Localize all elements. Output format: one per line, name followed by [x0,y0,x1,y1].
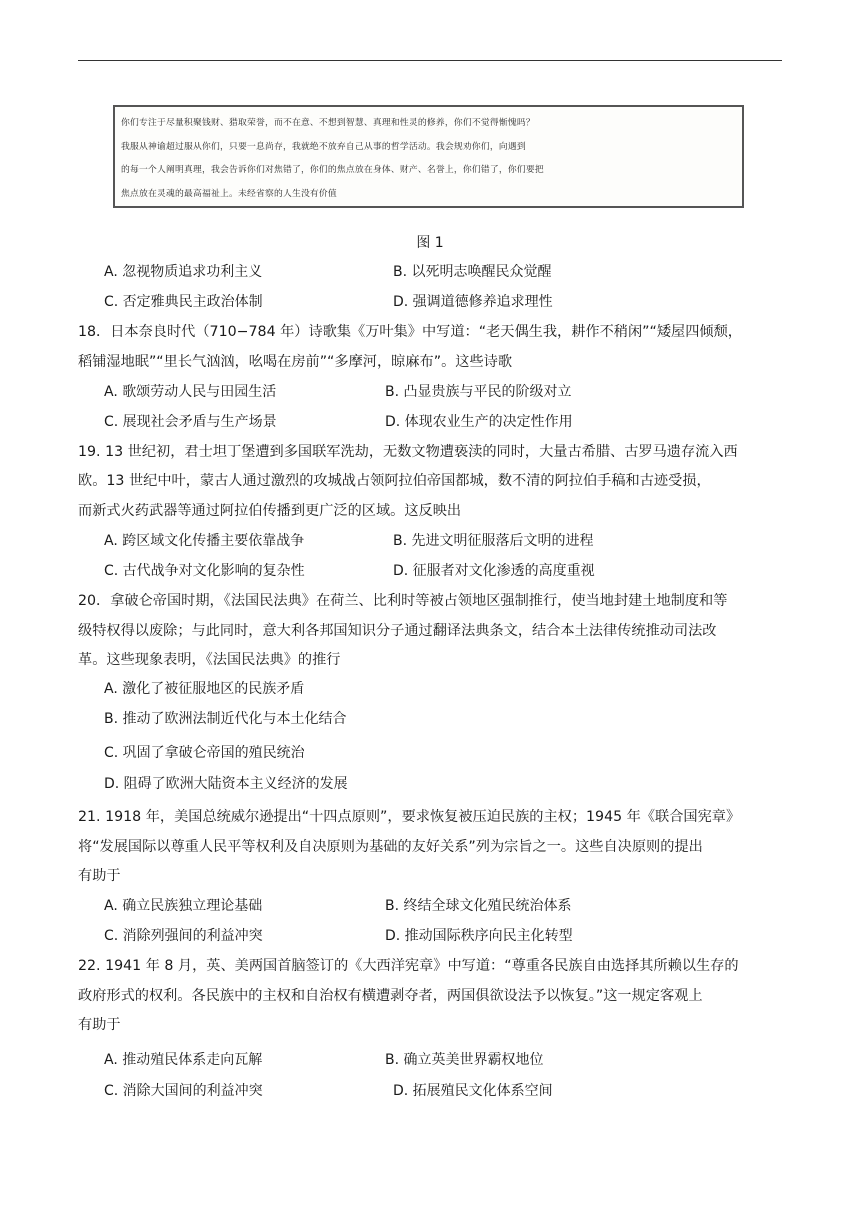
q19-stem-line: 欧。13 世纪中叶，蒙古人通过激烈的攻城战占领阿拉伯帝国都城，数不清的阿拉伯手稿和古迹受损， [78,473,711,489]
q22-option-b[interactable]: B. 确立英美世界霸权地位 [385,1052,544,1068]
quote-line: 焦点放在灵魂的最高福祉上。未经省察的人生没有价值 [121,188,337,199]
q21-option-d[interactable]: D. 推动国际秩序向民主化转型 [385,928,573,944]
q18-stem-line: 18．日本奈良时代（710−784 年）诗歌集《万叶集》中写道：“老天偶生我，耕作不稍闲”“矮屋四倾颓， [78,324,742,340]
q21-option-a[interactable]: A. 确立民族独立理论基础 [104,898,263,914]
q20-option-d[interactable]: D. 阻碍了欧洲大陆资本主义经济的发展 [104,776,348,792]
q22-option-a[interactable]: A. 推动殖民体系走向瓦解 [104,1052,263,1068]
q18-option-a[interactable]: A. 歌颂劳动人民与田园生活 [104,384,277,400]
figure-caption: 图 1 [416,235,444,251]
q21-stem-line: 有助于 [78,868,121,884]
header-rule [78,60,782,61]
q22-option-d[interactable]: D. 拓展殖民文化体系空间 [393,1083,553,1099]
quote-line: 你们专注于尽量积聚钱财、猎取荣誉，而不在意、不想到智慧、真理和性灵的修养，你们不觉得惭愧吗？ [121,118,535,128]
q17-option-b[interactable]: B. 以死明志唤醒民众觉醒 [393,264,552,280]
q19-stem-line: 而新式火药武器等通过阿拉伯传播到更广泛的区域。这反映出 [78,503,462,519]
q17-option-a[interactable]: A. 忽视物质追求功利主义 [104,264,263,280]
q22-stem-line: 有助于 [78,1017,121,1033]
quote-line: 我服从神谕超过服从你们，只要一息尚存，我就绝不放弃自己从事的哲学活动。我会规劝你们，向遇到 [121,141,526,152]
q17-option-d[interactable]: D. 强调道德修养追求理性 [393,294,553,310]
q20-stem-line: 革。这些现象表明，《法国民法典》的推行 [78,652,341,668]
q21-option-c[interactable]: C. 消除列强间的利益冲突 [104,928,263,944]
quote-line: 的每一个人阐明真理，我会告诉你们对焦错了，你们的焦点放在身体、财产、名誉上，你们错了，你们要把 [121,165,544,175]
q21-stem-line: 21. 1918 年，美国总统威尔逊提出“十四点原则”，要求恢复被压迫民族的主权；1945 年《联合国宪章》 [78,809,741,825]
q22-stem-line: 22. 1941 年 8 月，英、美两国首脑签订的《大西洋宪章》中写道：“尊重各民族自由选择其所赖以生存的 [78,958,739,974]
q19-option-c[interactable]: C. 古代战争对文化影响的复杂性 [104,563,305,579]
q20-option-b[interactable]: B. 推动了欧洲法制近代化与本土化结合 [104,711,347,727]
q20-stem-line: 20．拿破仑帝国时期，《法国民法典》在荷兰、比利时等被占领地区强制推行，使当地封建土地制度和等 [78,593,728,609]
q20-option-c[interactable]: C. 巩固了拿破仑帝国的殖民统治 [104,745,305,761]
q18-option-d[interactable]: D. 体现农业生产的决定性作用 [385,414,573,430]
q18-stem-line: 稻铺湿地眠”“里长气汹汹，吆喝在房前”“多摩河，晾麻布”。这些诗歌 [78,354,513,370]
q20-stem-line: 级特权得以废除；与此同时，意大利各邦国知识分子通过翻译法典条文，结合本土法律传统推动司法改 [78,623,717,639]
q21-option-b[interactable]: B. 终结全球文化殖民统治体系 [385,898,572,914]
q19-stem-line: 19. 13 世纪初，君士坦丁堡遭到多国联军洗劫，无数文物遭亵渎的同时，大量古希腊、古罗马遗存流入西 [78,444,738,460]
q20-option-a[interactable]: A. 激化了被征服地区的民族矛盾 [104,681,305,697]
q22-option-c[interactable]: C. 消除大国间的利益冲突 [104,1083,263,1099]
q22-stem-line: 政府形式的权利。各民族中的主权和自治权有横遭剥夺者，两国俱欲设法予以恢复。”这一规定客观上 [78,988,703,1004]
q19-option-a[interactable]: A. 跨区域文化传播主要依靠战争 [104,533,305,549]
figure-1-quote-box [113,105,744,208]
q18-option-b[interactable]: B. 凸显贵族与平民的阶级对立 [385,384,572,400]
q21-stem-line: 将“发展国际以尊重人民平等权利及自决原则为基础的友好关系”列为宗旨之一。这些自决原则的提出 [78,839,703,855]
q19-option-d[interactable]: D. 征服者对文化渗透的高度重视 [393,563,595,579]
q17-option-c[interactable]: C. 否定雅典民主政治体制 [104,294,263,310]
q19-option-b[interactable]: B. 先进文明征服落后文明的进程 [393,533,594,549]
q18-option-c[interactable]: C. 展现社会矛盾与生产场景 [104,414,277,430]
